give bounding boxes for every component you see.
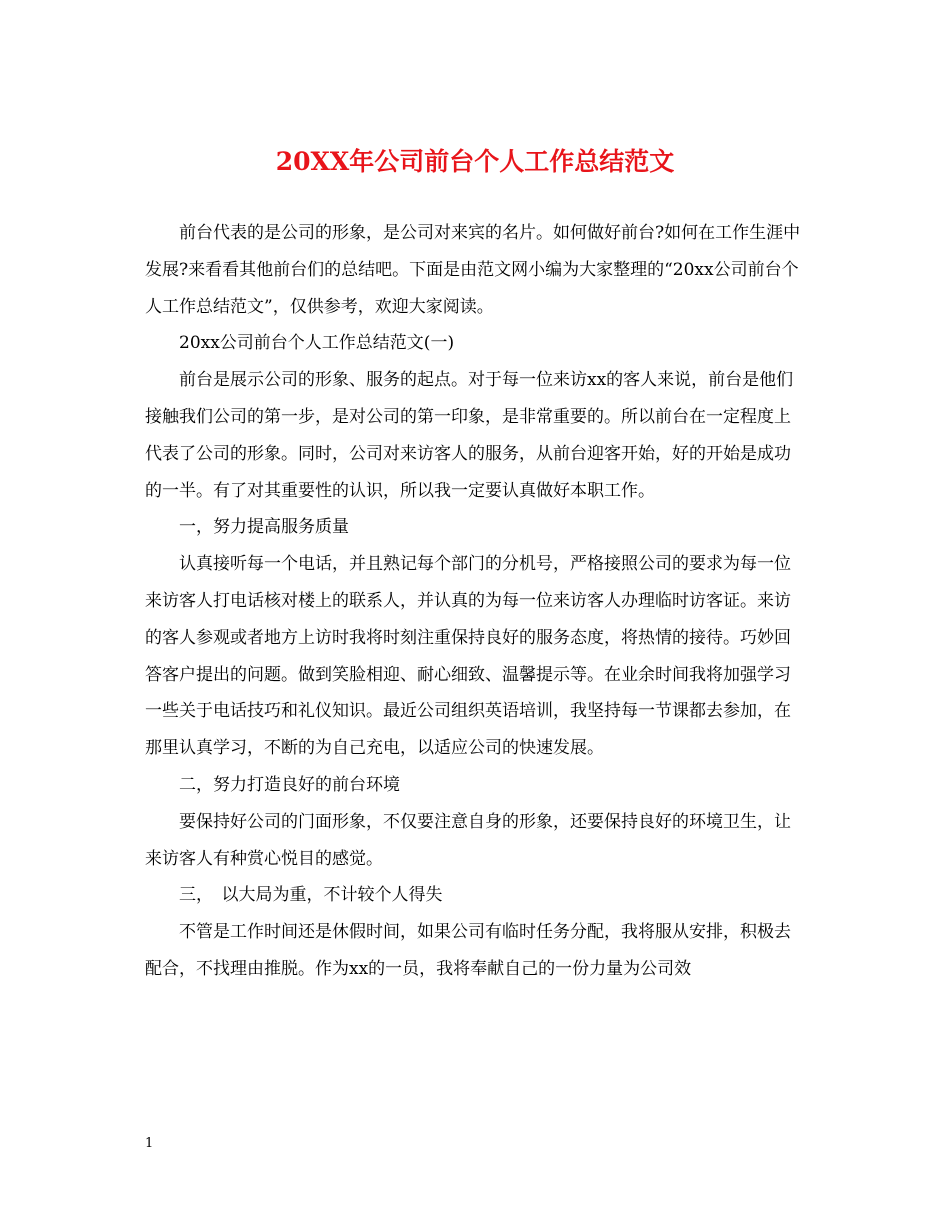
paragraph-service-quality: 认真接听每一个电话，并且熟记每个部门的分机号，严格接照公司的要求为每一位来访客人打电话核对楼上的联系人，并认真的为每一位来访客人办理临时访客证。来访的客人参观或者地方上访时我将时刻注重保持良好的服务态度，将热情的接待。巧妙回答客户提出的问题。做到笑脸相迎、耐心细致、温馨提示等。在业余时间我将加强学习一些关于电话技巧和礼仪知识。最近公司组织英语培训，我坚持每一节课都去参加，在那里认真学习，不断的为自己充电，以适应公司的快速发展。	[145, 554, 791, 759]
paragraph-big-picture: 不管是工作时间还是休假时间，如果公司有临时任务分配，我将服从安排，积极去配合，不找理由推脱。作为xx的一员，我将奉献自己的一份力量为公司效	[145, 922, 791, 979]
document-title: 20XX年公司前台个人工作总结范文	[275, 147, 675, 176]
paragraph-subtitle: 20xx公司前台个人工作总结范文(一)	[179, 333, 455, 354]
paragraph-environment: 要保持好公司的门面形象，不仅要注意自身的形象，还要保持良好的环境卫生，让来访客人有种赏心悦目的感觉。	[145, 811, 791, 869]
paragraph-intro: 前台代表的是公司的形象，是公司对来宾的名片。如何做好前台?如何在工作生涯中发展?来看看其他前台们的总结吧。下面是由范文网小编为大家整理的“20xx公司前台个人工作总结范文”，仅供参考，欢迎大家阅读。	[145, 223, 801, 317]
paragraph-front-desk-role: 前台是展示公司的形象、服务的起点。对于每一位来访xx的客人来说，前台是他们接触我们公司的第一步，是对公司的第一印象，是非常重要的。所以前台在一定程度上代表了公司的形象。同时，公司对来访客人的服务，从前台迎客开始，好的开始是成功的一半。有了对其重要性的认识，所以我一定要认真做好本职工作。	[145, 370, 794, 501]
section-heading-environment: 二，努力打造良好的前台环境	[179, 774, 400, 795]
document-body	[145, 215, 805, 988]
section-heading-service-quality: 一，努力提高服务质量	[179, 517, 349, 538]
page-number: 1	[145, 1136, 154, 1151]
section-heading-big-picture: 三， 以大局为重，不计较个人得失	[179, 885, 443, 906]
